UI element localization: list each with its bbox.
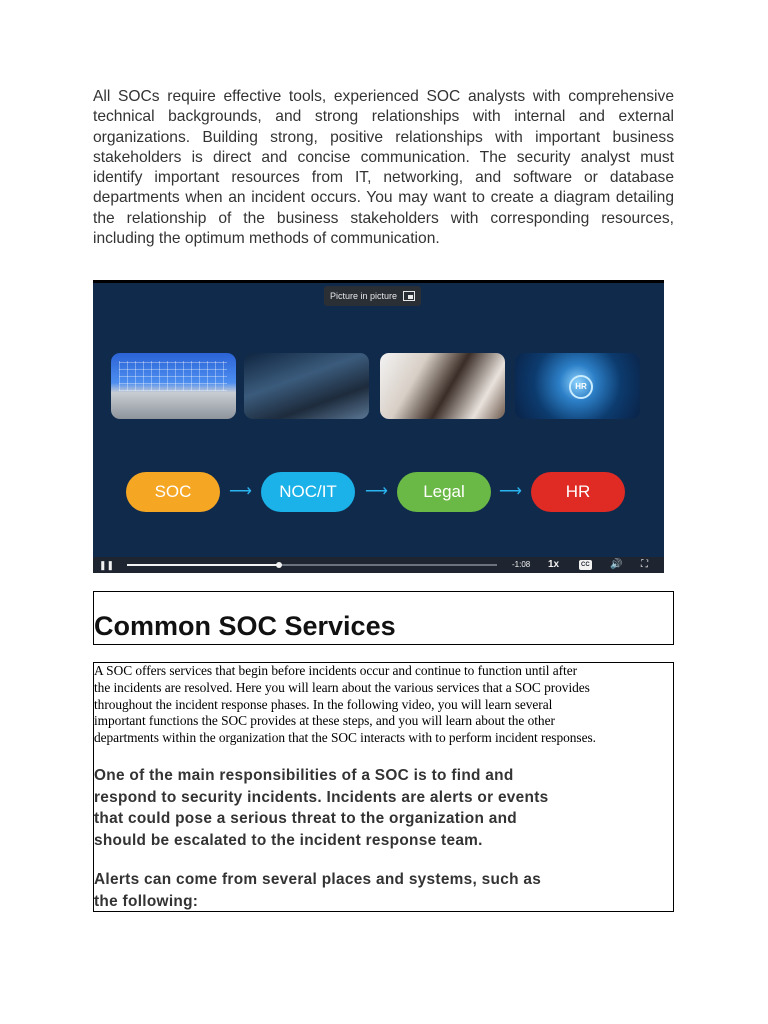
pause-icon[interactable]: ❚❚ <box>99 560 115 570</box>
pill-soc: SOC <box>126 472 220 512</box>
picture-in-picture-button[interactable] <box>324 286 421 306</box>
section-title: Common SOC Services <box>94 611 396 641</box>
arrow-right-icon: ⟶ <box>229 483 252 500</box>
fullscreen-icon[interactable]: ⛶ <box>641 559 648 570</box>
seek-bar[interactable] <box>127 564 497 566</box>
pill-noc-it: NOC/IT <box>261 472 355 512</box>
captions-button[interactable]: CC <box>581 562 590 568</box>
arrow-right-icon: ⟶ <box>499 483 522 500</box>
pill-legal: Legal <box>397 472 491 512</box>
thumbnail-noc-operators <box>244 353 369 419</box>
pill-hr: HR <box>531 472 625 512</box>
video-top-border <box>93 280 664 283</box>
alerts-paragraph: Alerts can come from several places and systems, such as the following: <box>94 871 542 910</box>
section-title-box <box>93 591 674 645</box>
intro-paragraph: All SOCs require effective tools, experienced SOC analysts with comprehensive technical backgrounds, and strong relationships with internal and external organizations. Building strong, positive relationships with important business stakeholders is direct and concise communication. The security analyst must identify important resources from IT, networking, and software or database departments when an incident occurs. You may want to create a diagram detailing the relationship of the business stakeholders with corresponding resources, including the optimum methods of communication. <box>93 88 674 248</box>
thumbnail-hr-network <box>515 353 640 419</box>
hr-thumbnail-text: HR <box>569 375 593 399</box>
section-content-box <box>93 662 674 912</box>
seek-handle[interactable] <box>276 562 282 568</box>
section-paragraph: A SOC offers services that begin before incidents occur and continue to function until after the incidents are resolved. Here you will learn about the various services that a SOC provides throughout the incident response phases. In the following video, you will learn several important functions the SOC provides at these steps, and you will learn about the other departments within the organization that the SOC interacts with to perform incident responses. <box>94 663 596 746</box>
thumbnail-soc-room <box>111 353 236 419</box>
arrow-right-icon: ⟶ <box>365 483 388 500</box>
seek-progress <box>127 564 279 566</box>
volume-icon[interactable]: 🔊 <box>610 559 623 570</box>
thumbnail-legal-meeting <box>380 353 505 419</box>
playback-speed-button[interactable]: 1x <box>548 559 560 570</box>
responsibilities-paragraph: One of the main responsibilities of a SOC is to find and respond to security incidents. Incidents are alerts or events that could pose a serious threat to the organization and should be escalated to the incident response team. <box>94 767 549 849</box>
video-controls <box>93 557 664 573</box>
pip-icon <box>403 291 415 301</box>
time-remaining: -1:08 <box>512 560 531 569</box>
video-player[interactable] <box>93 280 664 573</box>
pip-label: Picture in picture <box>330 291 398 301</box>
